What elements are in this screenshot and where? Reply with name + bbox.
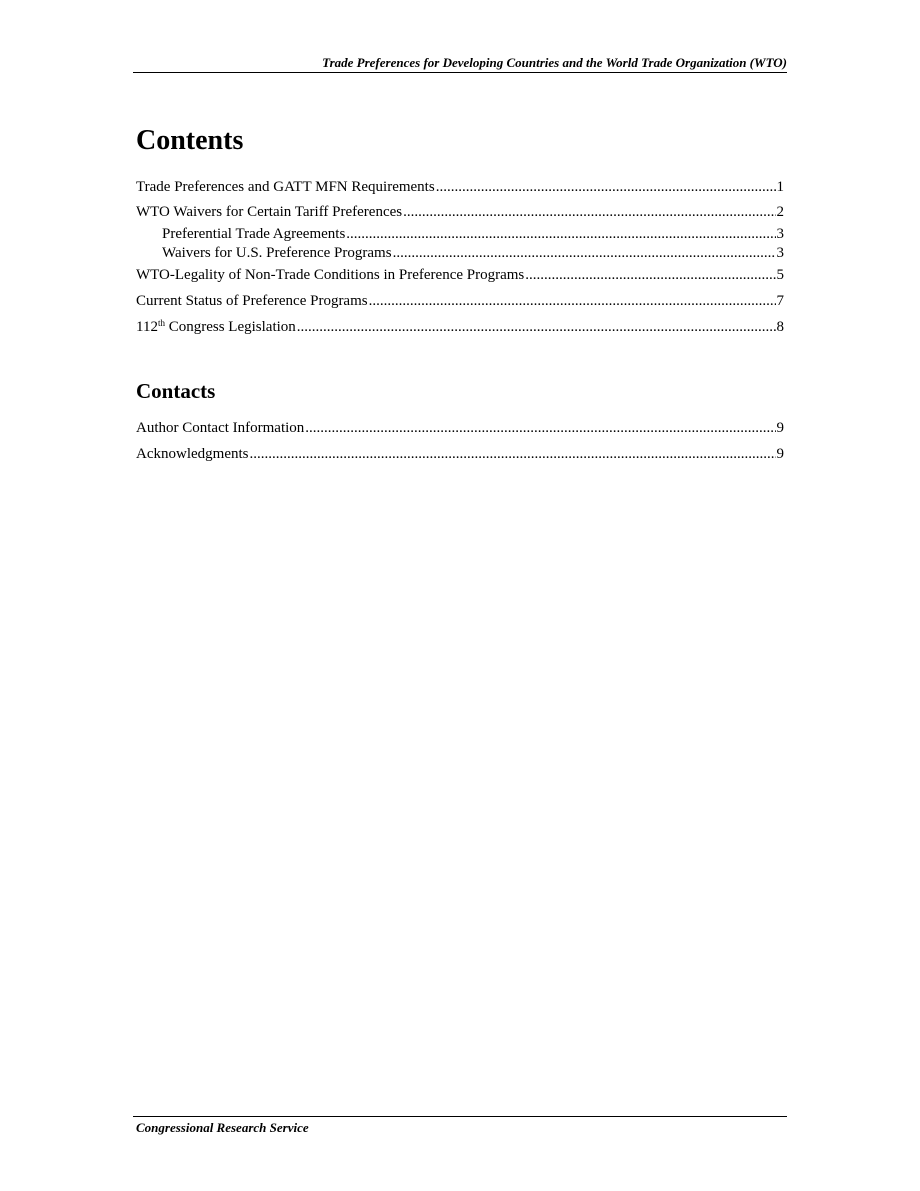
dot-leader: [305, 419, 775, 437]
toc-entry-page: 9: [776, 420, 784, 436]
toc-subentry[interactable]: [162, 225, 784, 243]
label-prefix: 112: [136, 319, 158, 335]
toc-entry-page: 9: [776, 446, 784, 462]
toc-entry-label: Current Status of Preference Programs: [136, 293, 368, 309]
contacts-heading: Contacts: [136, 379, 216, 403]
dot-leader: [393, 244, 776, 262]
toc-entry[interactable]: [136, 419, 784, 437]
toc-entry-label: Preferential Trade Agreements: [162, 226, 346, 242]
toc-entry-page: 2: [776, 204, 784, 220]
running-header: Trade Preferences for Developing Countries and the World Trade Organization (WTO): [322, 55, 787, 70]
toc-entry-page: 7: [776, 293, 784, 309]
toc-entry-page: 1: [776, 179, 784, 195]
dot-leader: [346, 225, 775, 243]
toc-entry[interactable]: [136, 203, 784, 221]
dot-leader: [249, 445, 775, 463]
footer-text: Congressional Research Service: [136, 1120, 309, 1135]
dot-leader: [525, 266, 775, 284]
toc-entry-label: WTO-Legality of Non-Trade Conditions in Preference Programs: [136, 267, 525, 283]
toc-entry[interactable]: [136, 178, 784, 196]
dot-leader: [403, 203, 775, 221]
label-superscript: th: [157, 318, 165, 328]
footer-divider: [133, 1116, 787, 1117]
toc-entry[interactable]: [136, 292, 784, 310]
toc-entry[interactable]: [136, 318, 784, 336]
toc-entry-label: Trade Preferences and GATT MFN Requirements: [136, 179, 435, 195]
toc-entry-page: 5: [776, 267, 784, 283]
toc-entry-page: 8: [776, 319, 784, 335]
contents-heading: Contents: [136, 125, 244, 156]
toc-entry-label: Author Contact Information: [136, 420, 305, 436]
toc-entry-label: [136, 318, 296, 336]
toc-entry-label: Waivers for U.S. Preference Programs: [162, 245, 392, 261]
toc-entry-label: WTO Waivers for Certain Tariff Preferences: [136, 204, 403, 220]
toc-subentry[interactable]: [162, 244, 784, 262]
toc-entry-page: 3: [776, 226, 784, 242]
toc-entry-page: 3: [776, 245, 784, 261]
header-divider: [133, 72, 787, 73]
toc-entry[interactable]: [136, 445, 784, 463]
toc-entry-label: Acknowledgments: [136, 446, 249, 462]
dot-leader: [297, 318, 776, 336]
toc-entry[interactable]: [136, 266, 784, 284]
dot-leader: [369, 292, 776, 310]
dot-leader: [436, 178, 776, 196]
label-suffix: Congress Legislation: [164, 319, 296, 335]
